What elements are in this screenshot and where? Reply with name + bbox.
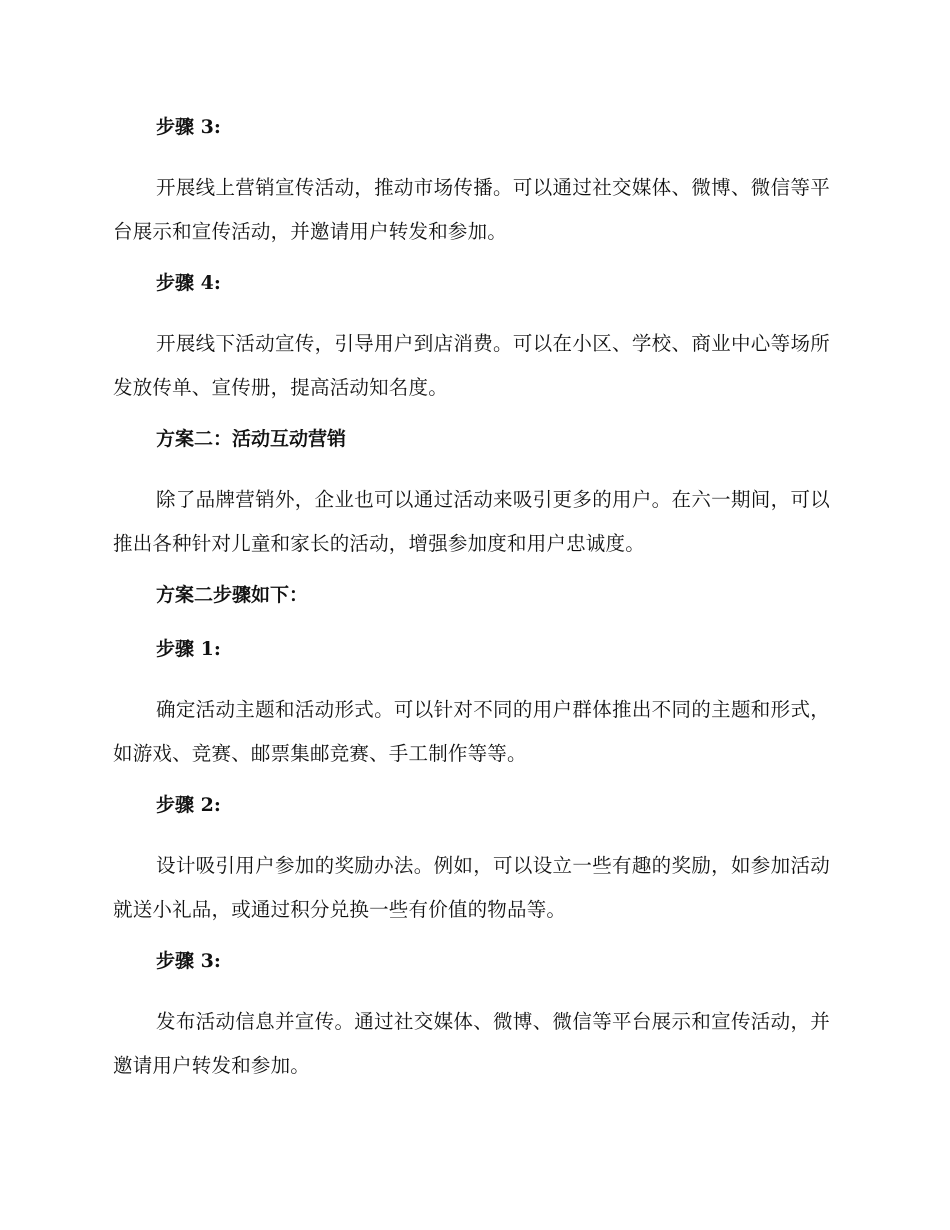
plan-two-steps-heading: 方案二步骤如下： [156, 584, 309, 606]
step-4-heading: 步骤 4: [156, 272, 221, 294]
plan-two-heading: 方案二：活动互动营销 [156, 428, 347, 450]
plan-two-step-1-heading: 步骤 1: [156, 638, 221, 660]
publish-activity-paragraph: 发布活动信息并宣传。通过社交媒体、微博、微信等平台展示和宣传活动，并邀请用户转发和参加。 [113, 1010, 830, 1077]
plan-two-step-2-heading: 步骤 2: [156, 794, 221, 816]
activity-theme-paragraph: 确定活动主题和活动形式。可以针对不同的用户群体推出不同的主题和形式，如游戏、竞赛、邮票集邮竞赛、手工制作等等。 [113, 698, 830, 765]
step-3-heading: 步骤 3: [156, 116, 221, 138]
offline-promotion-paragraph: 开展线下活动宣传，引导用户到店消费。可以在小区、学校、商业中心等场所发放传单、宣传册，提高活动知名度。 [113, 332, 830, 399]
online-marketing-paragraph: 开展线上营销宣传活动，推动市场传播。可以通过社交媒体、微博、微信等平台展示和宣传活动，并邀请用户转发和参加。 [113, 176, 830, 243]
reward-design-paragraph: 设计吸引用户参加的奖励办法。例如，可以设立一些有趣的奖励，如参加活动就送小礼品，或通过积分兑换一些有价值的物品等。 [113, 854, 830, 921]
plan-two-intro-paragraph: 除了品牌营销外，企业也可以通过活动来吸引更多的用户。在六一期间，可以推出各种针对儿童和家长的活动，增强参加度和用户忠诚度。 [113, 488, 830, 555]
plan-two-step-3-heading: 步骤 3: [156, 950, 221, 972]
